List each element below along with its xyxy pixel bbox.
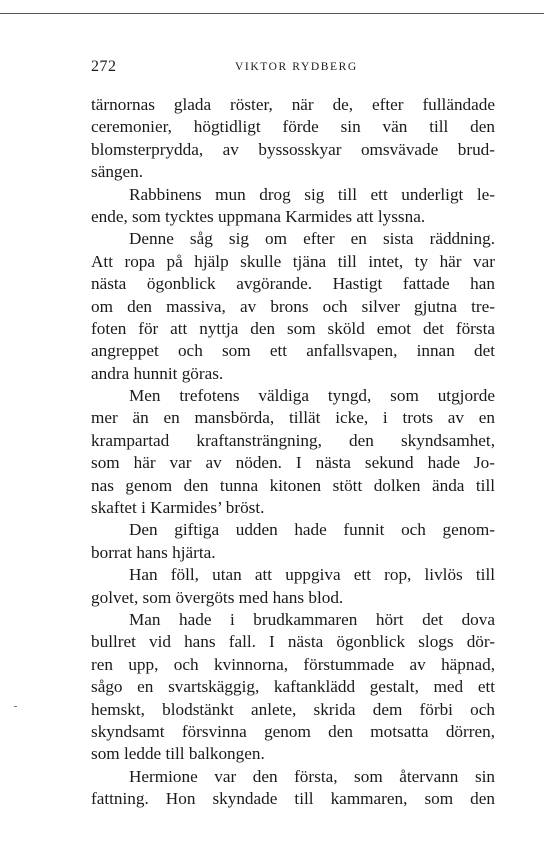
text-line: krampartad kraftansträngning, den skyndsamhet, — [91, 430, 495, 450]
text-line: blomsterprydda, av byssosskyar omsvävade brud- — [91, 139, 495, 159]
text-line: som här var av nöden. I nästa sekund hade Jo- — [91, 453, 495, 473]
page-header — [91, 58, 511, 82]
body-text — [91, 94, 495, 811]
text-line: skaftet i Karmides’ bröst. — [91, 498, 265, 518]
text-line: fattning. Hon skyndade till kammaren, som den — [91, 789, 495, 809]
text-line: Man hade i brudkammaren hört det dova — [129, 609, 495, 629]
text-line: Rabbinens mun drog sig till ett underligt le- — [129, 184, 495, 204]
text-line: skyndsamt försvinna genom den motsatta dörren, — [91, 721, 495, 741]
text-line: mer än en mansbörda, tillät icke, i trots av en — [91, 408, 495, 428]
text-line: ende, som tycktes uppmana Karmides att lyssna. — [91, 206, 426, 226]
text-line: ceremonier, högtidligt förde sin vän till den — [91, 117, 495, 137]
text-line: angreppet och som ett anfallsvapen, innan det — [91, 341, 495, 361]
text-line: foten för att nyttja den som sköld emot det första — [91, 318, 495, 338]
text-line: nästa ögonblick avgörande. Hastigt fattade han — [91, 274, 495, 294]
page-number: 272 — [91, 58, 117, 75]
text-line: Denne såg sig om efter en sista räddning. — [129, 229, 495, 249]
text-line: bullret vid hans fall. I nästa ögonblick slogs dör- — [91, 632, 495, 652]
text-line: andra hunnit göras. — [91, 363, 224, 383]
text-line: Hermione var den första, som återvann sin — [129, 766, 495, 786]
text-line: sängen. — [91, 162, 144, 182]
text-line: tärnornas glada röster, när de, efter fulländade — [91, 95, 495, 114]
text-line: om den massiva, av brons och silver gjutna tre- — [91, 296, 495, 316]
text-line: Han föll, utan att uppgiva ett rop, livlös till — [129, 565, 495, 585]
text-line: hemskt, blodstänkt anlete, skrida dem förbi och — [91, 699, 495, 719]
text-line: golvet, som övergöts med hans blod. — [91, 587, 344, 607]
text-line: nas genom den tunna kitonen stött dolken ända till — [91, 475, 495, 495]
text-line: ren upp, och kvinnorna, förstummade av häpnad, — [91, 654, 495, 674]
text-line: Den giftiga udden hade funnit och genom- — [129, 520, 495, 540]
running-head: VIKTOR RYDBERG — [235, 61, 358, 73]
text-line: som ledde till balkongen. — [91, 744, 265, 764]
margin-mark — [14, 706, 17, 707]
text-line: sågo en svartskäggig, kaftanklädd gestalt, med ett — [91, 677, 495, 697]
page-top-edge-rule — [0, 13, 544, 14]
text-line: Men trefotens väldiga tyngd, som utgjorde — [129, 386, 495, 406]
text-line: borrat hans hjärta. — [91, 542, 216, 562]
text-line: Att ropa på hjälp skulle tjäna till intet, ty här var — [91, 251, 495, 271]
